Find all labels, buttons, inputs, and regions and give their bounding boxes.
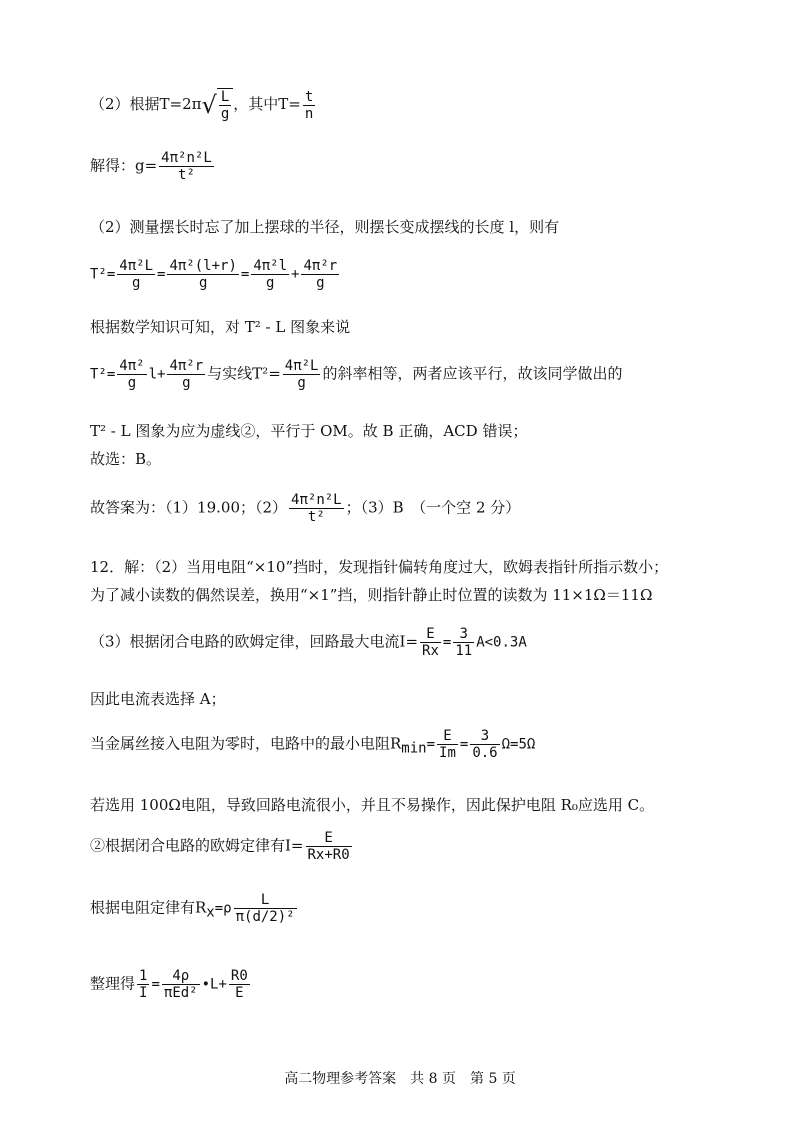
line-choice-b: 故选：B。 (90, 450, 162, 468)
line-max-current: （3）根据闭合电路的欧姆定律，回路最大电流I= $\frac{E}{Rx}$ = $\frac{3}{11}$ A<0.3A (90, 626, 527, 660)
line-q12-reading: 为了减小读数的偶然误差，换用“×1”挡，则指针静止时位置的读数为 11×1Ω＝11Ω (90, 586, 653, 604)
page-footer: 高二物理参考答案 共 8 页 第 5 页 (284, 1071, 516, 1087)
fraction-t-over-n: $\frac{t}{n}$ (304, 88, 314, 122)
line-ohm-law-current: ②根据闭合电路的欧姆定律有I= $\frac{E}{Rx+R0}$ (90, 830, 350, 864)
line-slope-comparison: T²= $\frac{\text{4π²}}{g}$ l+ $\frac{\text{4π²r}}{g}$ 与实线T²= $\frac{\text{4π²L}}{g}$ 的斜率相等，两者应该平行，故该同学做出的 (90, 358, 623, 392)
line-min-resistance: 当金属丝接入电阻为零时，电路中的最小电阻$R_{min}=$ $\frac{E}{Im}$ = $\frac{3}{0.6}$ Ω=5Ω (90, 728, 536, 762)
line-graph-analysis: 根据数学知识可知，对 T² - L 图象来说 (90, 318, 351, 336)
fraction-answer-g: $\frac{\text{4π²n²L}}{\text{t²}}$ (291, 492, 342, 526)
line-ammeter-choice: 因此电流表选择 A； (90, 690, 226, 708)
line-solve-g: 解得：g= $\frac{\text{4π²n²L}}{\text{t²}}$ (90, 150, 212, 184)
sqrt-l-over-g: √ $\frac{L}{g}$ (202, 88, 234, 122)
line-resistance-law: 根据电阻定律有$R_x=\rho$ $\frac{L}{\text{π(d/2)²}}$ (90, 892, 295, 926)
line-protective-resistor: 若选用 100Ω电阻，导致回路电流很小，并且不易操作，因此保护电阻 R₀应选用 C。 (90, 796, 655, 814)
line-period-formula: （2）根据T=2π√ $\frac{L}{g}$ ，其中T= $\frac{t}{n}$ (90, 88, 314, 123)
line-pendulum-length-error: （2）测量摆长时忘了加上摆球的半径，则摆长变成摆线的长度 l，则有 (90, 218, 560, 236)
line-q12-ohmmeter: 12．解：（2）当用电阻“×10”挡时，发现指针偏转角度过大，欧姆表指针所指示数小； (90, 558, 669, 576)
line-answer-summary: 故答案为：（1）19.00；（2） $\frac{\text{4π²n²L}}{\text{t²}}$ ；（3）B （一个空 2 分） (90, 492, 521, 526)
line-graph-conclusion: T² - L 图象为应为虚线②，平行于 OM。故 B 正确，ACD 错误； (90, 422, 528, 440)
fraction-g-result: $\frac{\text{4π²n²L}}{\text{t²}}$ (161, 150, 212, 184)
line-t-squared-expansion: T²= $\frac{\text{4π²L}}{g}$ = $\frac{\text{4π²(l+r)}}{g}$ = $\frac{\text{4π²l}}{g}$ + $\frac{\text{4π²r}}{g}$ (90, 258, 338, 292)
line-final-relation: 整理得 $\frac{1}{I}$ = $\frac{4\rho}{\text{πEd²}}$ •L+ $\frac{R0}{E}$ (90, 968, 248, 1002)
